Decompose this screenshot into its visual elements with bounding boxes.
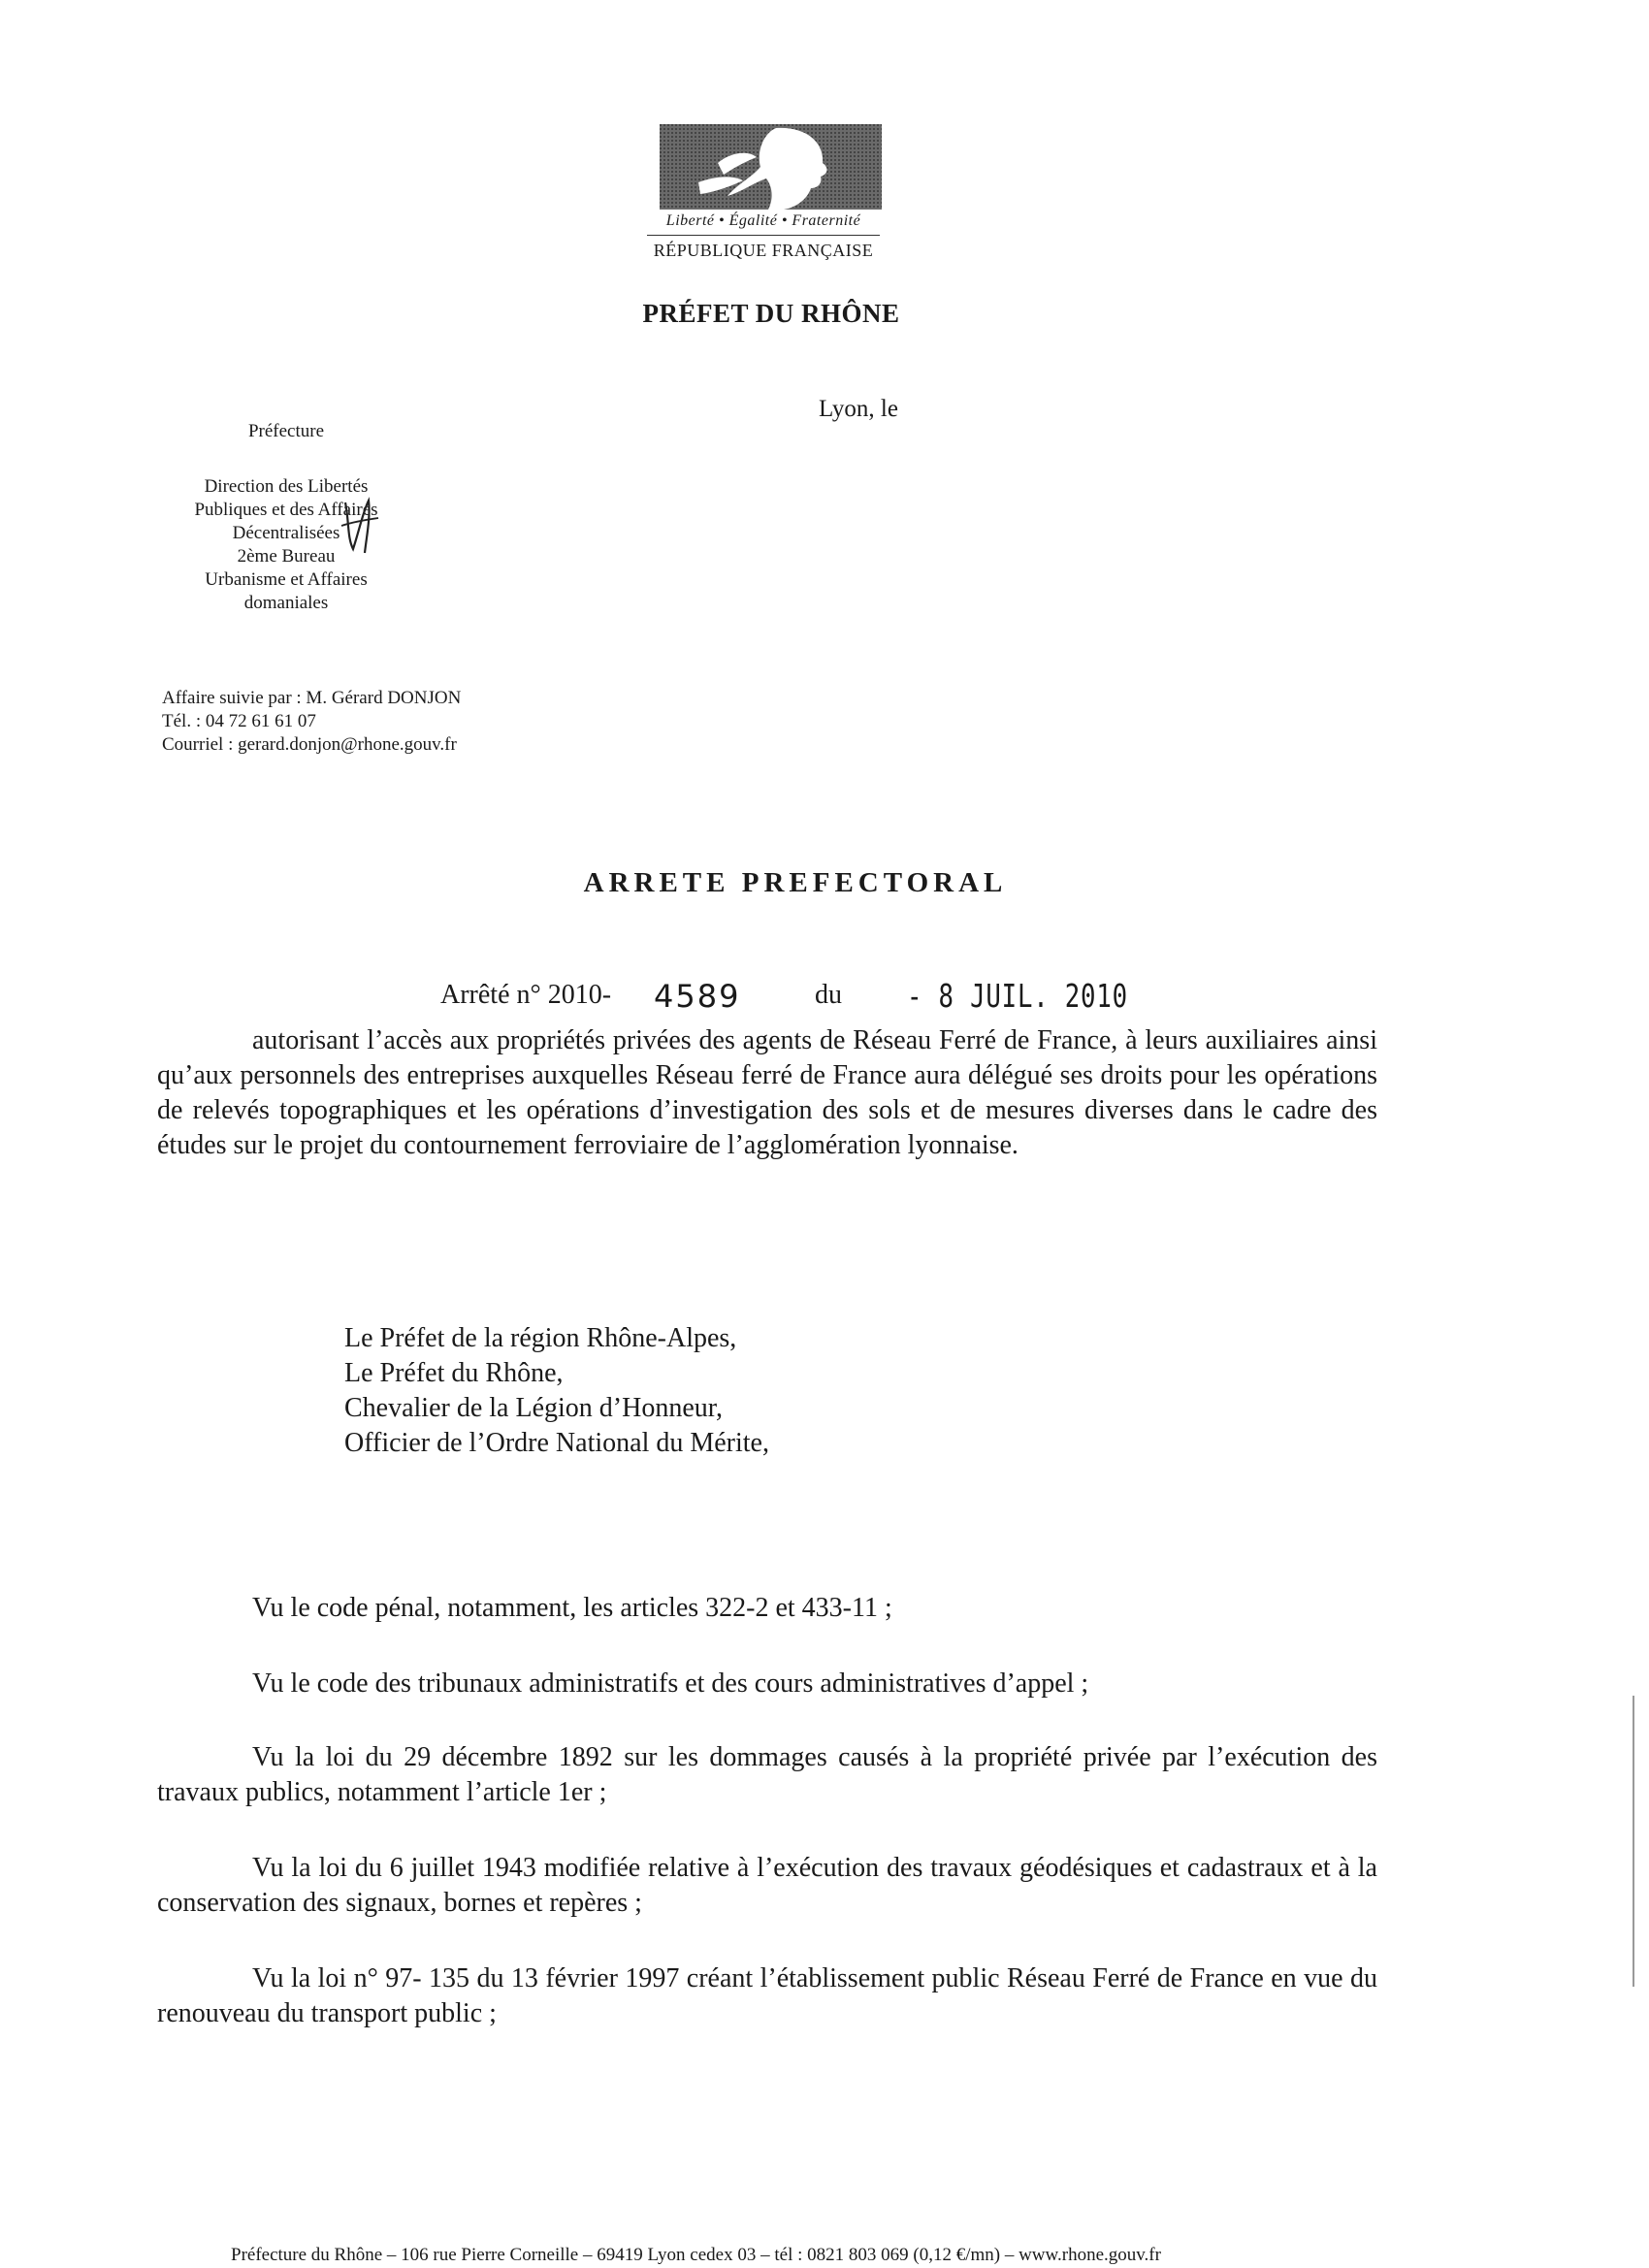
document-title: ARRETE PREFECTORAL <box>583 867 1008 898</box>
visa-paragraph: Vu la loi n° 97- 135 du 13 février 1997 créant l’établissement public Réseau Ferré de France en vue du renouveau du transport public ; <box>157 1963 1377 2028</box>
handwritten-initials <box>336 493 384 561</box>
service-line: Urbanisme et Affaires <box>205 569 368 590</box>
issuer-title: PRÉFET DU RHÔNE <box>642 299 900 328</box>
authority-line: Officier de l’Ordre National du Mérite, <box>344 1428 769 1458</box>
scan-edge-line <box>1633 1696 1634 1987</box>
authority-line: Le Préfet de la région Rhône-Alpes, <box>344 1323 737 1353</box>
service-line: Décentralisées <box>232 523 340 543</box>
republic-motto: Liberté • Égalité • Fraternité <box>665 212 861 229</box>
visa-paragraph: Vu le code des tribunaux administratifs et des cours administratives d’appel ; <box>252 1669 1089 1699</box>
service-prefecture: Préfecture <box>247 421 325 441</box>
date-stamp: - 8 JUIL. 2010 <box>907 977 1128 1015</box>
service-line: domaniales <box>243 593 329 613</box>
arrete-object: autorisant l’accès aux propriétés privées des agents de Réseau Ferré de France, à leurs auxiliaires ainsi qu’aux personnels des entreprises auxquelles Réseau ferré de France aura délégué ses droits pour les opérations de relevés topographiques et les opérations d’investigation des sols et de mesures diverses dans le cadre des études sur le projet du contournement ferroviaire de l’agglomération lyonnaise. <box>157 1025 1377 1160</box>
contact-email: Courriel : gerard.donjon@rhone.gouv.fr <box>162 734 457 755</box>
contact-phone: Tél. : 04 72 61 61 07 <box>162 711 316 731</box>
arrete-number-handwritten: 4589 <box>654 978 741 1015</box>
place-date: Lyon, le <box>819 396 898 422</box>
motto-divider <box>647 235 880 236</box>
marianne-logo <box>660 124 882 210</box>
authority-line: Chevalier de la Légion d’Honneur, <box>344 1393 723 1423</box>
visa-paragraph: Vu la loi du 6 juillet 1943 modifiée relative à l’exécution des travaux géodésiques et cadastraux et à la conservation des signaux, bornes et repères ; <box>157 1853 1377 1918</box>
service-line: 2ème Bureau <box>237 546 336 567</box>
authority-line: Le Préfet du Rhône, <box>344 1358 564 1388</box>
republic-name: RÉPUBLIQUE FRANÇAISE <box>653 241 874 260</box>
visa-paragraph: Vu la loi du 29 décembre 1892 sur les dommages causés à la propriété privée par l’exécution des travaux publics, notamment l’article 1er ; <box>157 1742 1377 1807</box>
service-line: Publiques et des Affaires <box>194 500 378 520</box>
service-line: Direction des Libertés <box>204 476 369 497</box>
visa-paragraph: Vu le code pénal, notamment, les articles 322-2 et 433-11 ; <box>252 1593 892 1623</box>
arrete-du: du <box>815 980 842 1010</box>
contact-person: Affaire suivie par : M. Gérard DONJON <box>162 688 462 708</box>
arrete-label: Arrêté n° 2010- <box>440 980 612 1010</box>
page-footer: Préfecture du Rhône – 106 rue Pierre Corneille – 69419 Lyon cedex 03 – tél : 0821 803 069 (0,12 €/mn) – www.rhone.gouv.fr <box>231 2245 1161 2265</box>
